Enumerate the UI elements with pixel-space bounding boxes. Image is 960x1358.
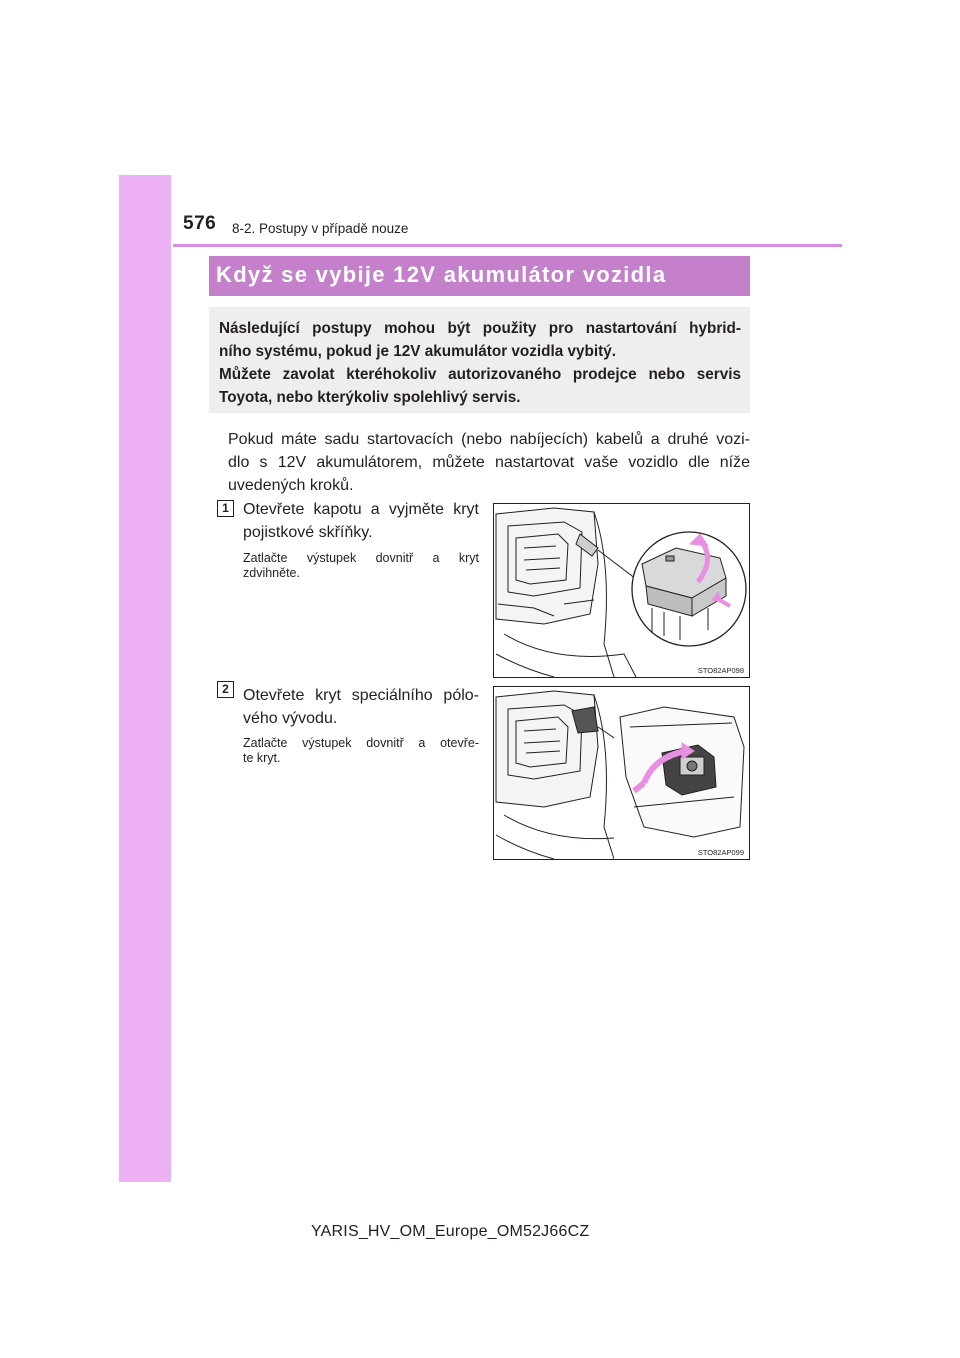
step-1-note: [243, 551, 479, 581]
body-line: dlo s 12V akumulátorem, můžete nastartovat vaše vozidlo dle níže: [228, 454, 750, 471]
body-paragraph: [228, 428, 750, 497]
figure-code: STO82AP099: [697, 848, 744, 857]
step-title-line: vého vývodu.: [243, 710, 338, 727]
intro-line: Můžete zavolat kteréhokoliv autorizovaného prodejce nebo servis: [219, 366, 741, 383]
intro-line: Toyota, nebo kterýkoliv spolehlivý servis.: [219, 389, 521, 406]
step-2-title: [243, 684, 479, 730]
step-2-illustration: [493, 686, 750, 860]
body-line: Pokud máte sadu startovacích (nebo nabíjecích) kabelů a druhé vozi-: [228, 431, 750, 448]
intro-text: [219, 317, 741, 409]
step-number-2: 2: [217, 681, 234, 698]
section-label: 8-2. Postupy v případě nouze: [232, 221, 409, 236]
page-number: 576: [183, 213, 217, 234]
intro-line: ního systému, pokud je 12V akumulátor vozidla vybitý.: [219, 343, 616, 360]
header-divider: [173, 244, 842, 247]
step-note-line: Zatlačte výstupek dovnitř a otevře-: [243, 736, 479, 750]
step-title-line: pojistkové skříňky.: [243, 524, 373, 541]
step-number-1: 1: [217, 500, 234, 517]
page-title: Když se vybije 12V akumulátor vozidla: [216, 262, 667, 287]
step-2-note: [243, 736, 479, 766]
body-line: uvedených kroků.: [228, 477, 354, 494]
step-title-line: Otevřete kapotu a vyjměte kryt: [243, 501, 479, 518]
step-title-line: Otevřete kryt speciálního pólo-: [243, 687, 479, 704]
step-note-line: zdvihněte.: [243, 566, 300, 580]
step-note-line: Zatlačte výstupek dovnitř a kryt: [243, 551, 479, 565]
chapter-tab-sidebar: [119, 175, 171, 1182]
intro-line: Následující postupy mohou být použity pro nastartování hybrid-: [219, 320, 741, 337]
step-1-illustration: [493, 503, 750, 678]
figure-code: STO82AP098: [697, 666, 744, 675]
step-note-line: te kryt.: [243, 751, 281, 765]
step-1-title: [243, 498, 479, 544]
footer-document-code: YARIS_HV_OM_Europe_OM52J66CZ: [311, 1223, 590, 1240]
